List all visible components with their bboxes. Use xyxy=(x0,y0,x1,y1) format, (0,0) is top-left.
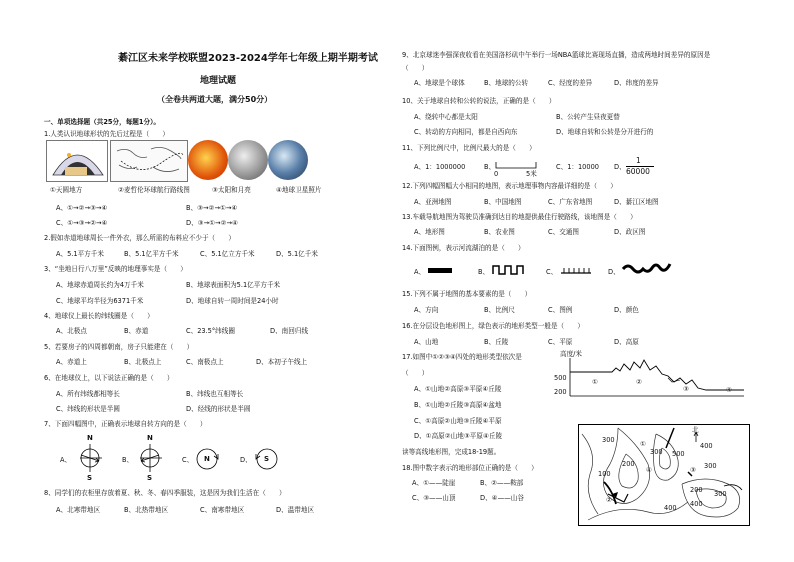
q18-option-c[interactable]: C、③——山顶 xyxy=(412,494,456,502)
contour-label-300d: 300 xyxy=(714,490,727,498)
q15-option-b[interactable]: B、比例尺 xyxy=(484,306,515,314)
q11-stem: 11、下列比例尺中，比例尺最大的是（ ） xyxy=(402,144,536,152)
subject-title: 地理试题 xyxy=(200,76,237,86)
q11-scale-five: 5米 xyxy=(526,170,537,178)
q7-b-south-label: S xyxy=(147,474,153,482)
q2-option-c[interactable]: C、5.1亿立方千米 xyxy=(200,250,255,258)
q1-option-a[interactable]: A、①→②→③→④ xyxy=(56,204,108,212)
q4-option-a[interactable]: A、北极点 xyxy=(56,327,87,335)
q1-caption-4: ④地球卫星照片 xyxy=(276,186,322,194)
q13-stem: 13.车载导航地图为驾驶员准确到达目的地提供最佳行驶路线，该地图是（ ） xyxy=(402,213,637,221)
q17-option-d[interactable]: D、①高原②山地③平原④丘陵 xyxy=(414,432,503,440)
q11-option-b[interactable]: B、 xyxy=(484,163,496,171)
q10-option-a[interactable]: A、绕转中心都是太阳 xyxy=(414,113,478,121)
q7-globe-a xyxy=(78,436,114,480)
q11-option-c[interactable]: C、1：10000 xyxy=(556,163,599,171)
q10-stem: 10、关于地球自转和公转的说法，正确的是（ ） xyxy=(402,97,556,105)
q6-option-c[interactable]: C、纬线的形状是半圆 xyxy=(56,405,120,413)
q1-stem: 1.人类认识地球形状的先后过程是（ ） xyxy=(44,130,169,138)
q9-option-c[interactable]: C、经度的差异 xyxy=(548,79,593,87)
q6-stem: 6、在地球仪上，以下说法正确的是（ ） xyxy=(44,374,174,382)
section-heading: 一、单项选择题（共25分，每题1分）。 xyxy=(44,118,160,126)
q1-caption-2: ②麦哲伦环球航行路线图 xyxy=(118,186,190,194)
q14-option-b[interactable]: B、 xyxy=(478,268,490,276)
q7-stem: 7、下面四幅图中，正确表示地球自转方向的是（ ） xyxy=(44,420,207,428)
q14-symbol-wall xyxy=(492,262,524,276)
contour-marker-4: ④ xyxy=(646,466,652,474)
sun-image xyxy=(188,140,228,180)
q9-stem: 9、北京球迷李强深夜收看在美国洛杉矶中午举行一场NBA篮球比赛现场直播，造成两地时间差异的原因是 xyxy=(402,51,711,59)
score-note: （全卷共两道大题，满分50分） xyxy=(157,95,273,104)
q8-option-d[interactable]: D、温带地区 xyxy=(276,506,315,514)
contour-label-400c: 400 xyxy=(664,504,677,512)
q17-stem: 17.如图中①②③④四处的地形类型依次是 xyxy=(402,353,522,361)
q14-symbol-railway xyxy=(560,262,592,276)
contour-label-400b: 400 xyxy=(690,500,703,508)
q17-option-a[interactable]: A、①山地②高原③平原④丘陵 xyxy=(414,385,502,393)
q2-option-a[interactable]: A、5.1平方千米 xyxy=(56,250,104,258)
q13-option-b[interactable]: B、农业图 xyxy=(484,228,515,236)
q4-option-d[interactable]: D、南回归线 xyxy=(270,327,309,335)
q3-option-c[interactable]: C、地球平均半径为6371千米 xyxy=(56,297,144,305)
q7-option-b[interactable]: B、 xyxy=(122,456,134,464)
q2-option-d[interactable]: D、5.1亿千米 xyxy=(276,250,318,258)
q14-option-c[interactable]: C、 xyxy=(546,268,558,276)
sky-dome-drawing xyxy=(47,141,107,181)
contour-label-300a: 300 xyxy=(602,436,615,444)
contour-marker-2: ② xyxy=(606,496,612,504)
contour-label-200a: 200 xyxy=(622,460,635,468)
q12-option-a[interactable]: A、亚洲地图 xyxy=(414,198,452,206)
q7-d-pole-label: S xyxy=(264,455,270,463)
voyage-map-drawing xyxy=(111,141,187,181)
q8-stem: 8、同学们的衣柜里存放着夏、秋、冬、春四季服装，这是因为我们生活在（ ） xyxy=(44,489,286,497)
q9-option-d[interactable]: D、纬度的差异 xyxy=(614,79,659,87)
q14-symbol-road xyxy=(428,268,452,273)
q6-option-a[interactable]: A、所有纬线都相等长 xyxy=(56,390,120,398)
q6-option-b[interactable]: B、纬线也互相等长 xyxy=(186,390,244,398)
q14-symbol-river xyxy=(622,260,672,276)
q11-fraction-numerator: 1 xyxy=(636,156,641,165)
earth-image xyxy=(268,140,308,180)
q3-option-b[interactable]: B、地球表面积为5.1亿平方千米 xyxy=(186,281,281,289)
contour-label-300b: 300 xyxy=(650,448,663,456)
q1-option-d[interactable]: D、③→①→②→④ xyxy=(186,219,238,227)
q1-caption-1: ①天圆地方 xyxy=(50,186,83,194)
q10-option-b[interactable]: B、公转产生昼夜更替 xyxy=(556,113,620,121)
q5-option-c[interactable]: C、南极点上 xyxy=(186,358,224,366)
q5-stem: 5、若要房子的四周都朝南，房子只能建在（ ） xyxy=(44,343,194,351)
q1-option-c[interactable]: C、①→③→②→④ xyxy=(56,219,108,227)
q2-option-b[interactable]: B、5.1亿平方千米 xyxy=(124,250,179,258)
q5-option-d[interactable]: D、本初子午线上 xyxy=(256,358,308,366)
q13-option-d[interactable]: D、政区图 xyxy=(614,228,646,236)
q18-stem: 18.图中数字表示的地形部位正确的是（ ） xyxy=(402,464,538,472)
q3-option-d[interactable]: D、地球自转一周时间是24小时 xyxy=(186,297,279,305)
q12-option-b[interactable]: B、中国地图 xyxy=(484,198,522,206)
q10-option-d[interactable]: D、地球自转和公转是分开进行的 xyxy=(556,128,654,136)
q14-option-a[interactable]: A、 xyxy=(414,268,426,276)
q3-stem: 3、“坐地日行八万里”反映的地理事实是（ ） xyxy=(44,265,187,273)
q11-option-a[interactable]: A、1：1000000 xyxy=(414,163,466,171)
q7-a-north-label: N xyxy=(87,434,93,442)
q16-option-d[interactable]: D、高原 xyxy=(614,338,639,346)
q7-option-a[interactable]: A、 xyxy=(60,456,72,464)
q9-paren: （ ） xyxy=(402,64,429,72)
q1-caption-3: ③太阳和月亮 xyxy=(212,186,251,194)
q7-option-d[interactable]: D、 xyxy=(240,456,252,464)
contour-label-200b: 200 xyxy=(690,486,703,494)
q13-option-a[interactable]: A、地形图 xyxy=(414,228,445,236)
q4-option-b[interactable]: B、赤道 xyxy=(124,327,149,335)
contour-label-400a: 400 xyxy=(700,442,713,450)
q3-option-a[interactable]: A、地球赤道周长约为4万千米 xyxy=(56,281,144,289)
q2-stem: 2.假如赤道地球周长一件外衣，那么所需的布料应不少于（ ） xyxy=(44,234,235,242)
profile-marker-1: ① xyxy=(592,378,598,386)
q7-option-c[interactable]: C、 xyxy=(182,456,194,464)
q5-option-a[interactable]: A、赤道上 xyxy=(56,358,87,366)
q12-stem: 12.下列四幅图幅大小相同的地图，表示地理事物内容最详细的是（ ） xyxy=(402,182,617,190)
q5-option-b[interactable]: B、北极点上 xyxy=(124,358,162,366)
profile-marker-2: ② xyxy=(636,378,642,386)
contour-marker-3: ③ xyxy=(690,466,696,474)
q8-option-c[interactable]: C、南寒带地区 xyxy=(200,506,245,514)
q14-stem: 14.下面图例，表示河流湖泊的是（ ） xyxy=(402,244,525,252)
q16-stem: 16.在分层设色地形图上，绿色表示的地形类型一般是（ ） xyxy=(402,322,584,330)
q17-option-c[interactable]: C、①高原②山地③丘陵④平原 xyxy=(414,417,502,425)
q1-option-b[interactable]: B、③→②→①→④ xyxy=(186,204,238,212)
q17-option-b[interactable]: B、①山地②丘陵③高原④盆地 xyxy=(414,401,502,409)
profile-marker-4: ④ xyxy=(726,386,732,394)
q11-fraction-denominator: 60000 xyxy=(626,167,650,176)
q16-option-c[interactable]: C、平原 xyxy=(548,338,573,346)
q11-option-d[interactable]: D、 xyxy=(614,163,626,171)
contour-label-100: 100 xyxy=(598,470,611,478)
profile-y-500: 500 xyxy=(554,374,567,382)
q8-option-a[interactable]: A、北寒带地区 xyxy=(56,506,101,514)
q14-option-d[interactable]: D、 xyxy=(608,268,620,276)
contour-north-label: 北 xyxy=(692,426,699,434)
q15-option-a[interactable]: A、方向 xyxy=(414,306,439,314)
q18-option-a[interactable]: A、①——陡崖 xyxy=(412,479,456,487)
map-question-intro: 读等高线地形图，完成18-19题。 xyxy=(402,448,501,456)
q4-option-c[interactable]: C、23.5°纬线圈 xyxy=(186,327,235,335)
q9-option-b[interactable]: B、地球的公转 xyxy=(484,79,529,87)
q16-option-b[interactable]: B、丘陵 xyxy=(484,338,509,346)
contour-marker-1: ① xyxy=(640,440,646,448)
contour-label-300c: 300 xyxy=(704,462,717,470)
voyage-map-image xyxy=(110,140,188,182)
q15-stem: 15.下列不属于地图的基本要素的是（ ） xyxy=(402,290,532,298)
q17-paren: （ ） xyxy=(402,369,429,377)
exam-title: 綦江区未来学校联盟2023-2024学年七年级上期半期考试 xyxy=(118,53,378,64)
q7-c-pole-label: N xyxy=(204,455,210,463)
profile-y-200: 200 xyxy=(554,388,567,396)
q9-option-a[interactable]: A、地球是个球体 xyxy=(414,79,465,87)
q15-option-c[interactable]: C、图例 xyxy=(548,306,573,314)
profile-marker-3: ③ xyxy=(683,385,689,393)
q11-scale-zero: 0 xyxy=(494,170,499,178)
contour-label-500: 500 xyxy=(672,450,685,458)
q18-option-b[interactable]: B、②——鞍部 xyxy=(480,479,524,487)
q12-option-d[interactable]: D、綦江区地图 xyxy=(614,198,659,206)
sky-dome-image xyxy=(46,140,108,182)
q12-option-c[interactable]: C、广东省地图 xyxy=(548,198,593,206)
q15-option-d[interactable]: D、颜色 xyxy=(614,306,639,314)
q18-option-d[interactable]: D、④——山谷 xyxy=(480,494,524,502)
profile-y-axis-label: 高度/米 xyxy=(560,350,583,358)
q7-a-south-label: S xyxy=(87,474,93,482)
q7-globe-b xyxy=(138,436,174,480)
q7-b-north-label: N xyxy=(147,434,153,442)
q6-option-d[interactable]: D、经线的形状是半圆 xyxy=(186,405,251,413)
q4-stem: 4、地球仪上最长的纬线圈是（ ） xyxy=(44,312,154,320)
q16-option-a[interactable]: A、山地 xyxy=(414,338,439,346)
q8-option-b[interactable]: B、北热带地区 xyxy=(124,506,169,514)
q10-option-c[interactable]: C、转动的方向相同，都是自西向东 xyxy=(414,128,518,136)
moon-image xyxy=(228,140,268,180)
q13-option-c[interactable]: C、交通图 xyxy=(548,228,579,236)
